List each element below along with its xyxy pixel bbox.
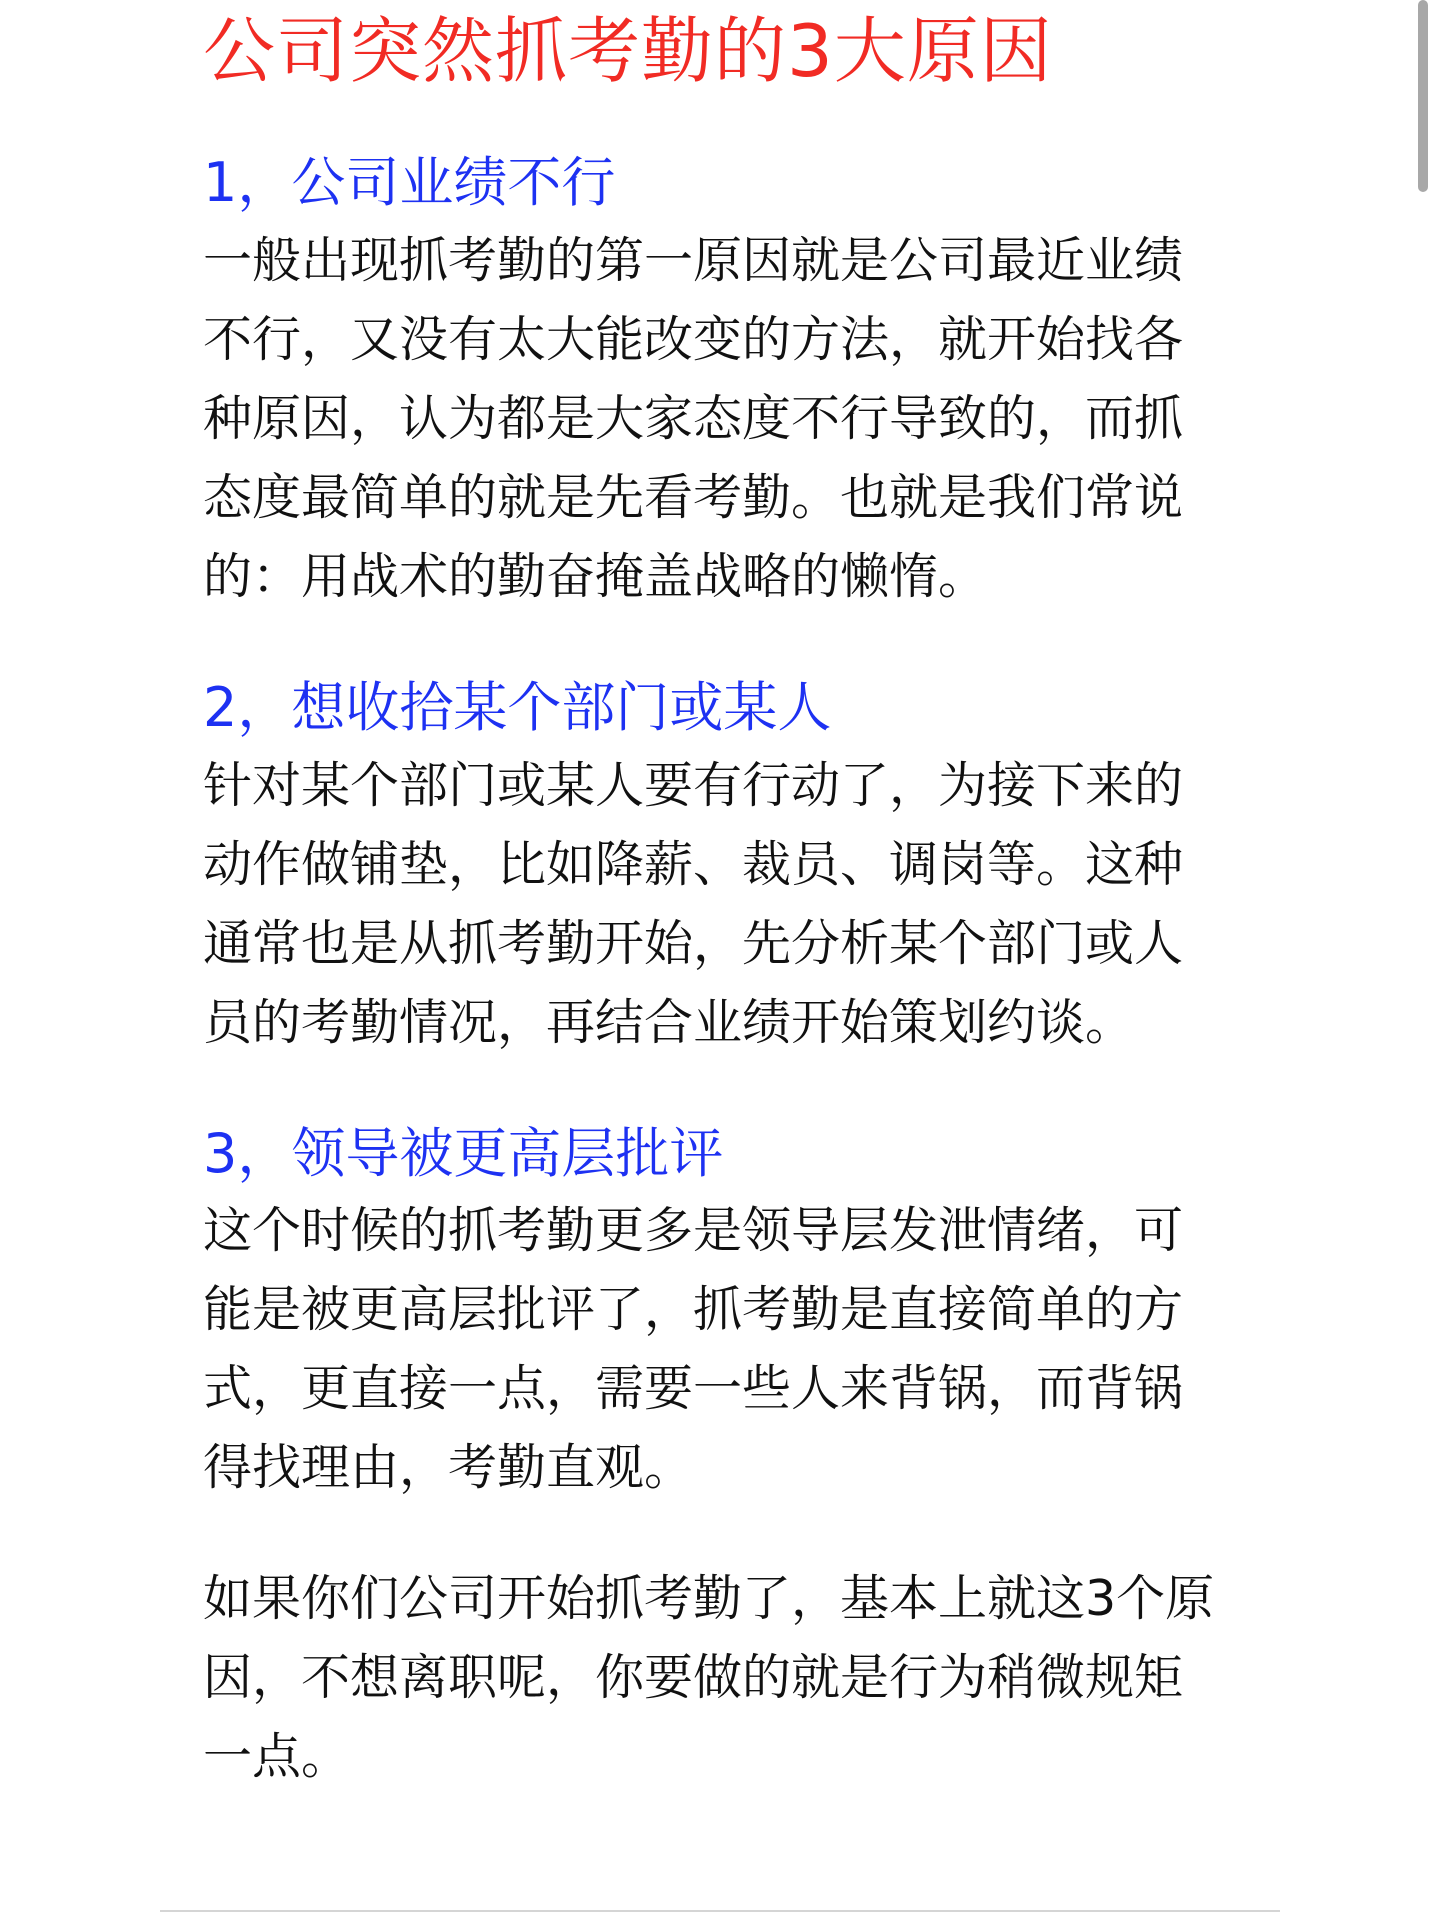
section-heading-2: 2，想收拾某个部门或某人	[203, 675, 832, 739]
section-body-1: 一般出现抓考勤的第一原因就是公司最近业绩 不行，又没有太大能改变的方法，就开始找各 种原因，认为都是大家态度不行导致的，而抓 态度最简单的就是先看考勤。也就是我们常说 的：用战术的勤奋掩盖战略的懒惰。	[203, 231, 1184, 605]
section-body-3: 这个时候的抓考勤更多是领导层发泄情绪，可 能是被更高层批评了，抓考勤是直接简单的方 式，更直接一点，需要一些人来背锅，而背锅 得找理由，考勤直观。	[203, 1202, 1184, 1497]
article	[203, 9, 1293, 1796]
reason-section-2	[203, 676, 1293, 1062]
conclusion-section	[203, 1559, 1293, 1796]
reason-section-1	[203, 151, 1293, 616]
page-title: 公司突然抓考勤的3大原因	[203, 9, 1053, 93]
scrollbar-thumb[interactable]	[1418, 0, 1428, 192]
reason-section-3	[203, 1122, 1293, 1508]
section-heading-3: 3，领导被更高层批评	[203, 1121, 724, 1185]
bottom-divider	[160, 1910, 1280, 1912]
scrollbar[interactable]	[1410, 0, 1440, 1920]
conclusion-text: 如果你们公司开始抓考勤了，基本上就这3个原 因，不想离职呢，你要做的就是行为稍微规矩 一点。	[203, 1570, 1215, 1786]
section-heading-1: 1，公司业绩不行	[203, 151, 616, 215]
section-body-2: 针对某个部门或某人要有行动了，为接下来的 动作做铺垫，比如降薪、裁员、调岗等。这种 通常也是从抓考勤开始，先分析某个部门或人 员的考勤情况，再结合业绩开始策划约谈。	[203, 756, 1184, 1051]
